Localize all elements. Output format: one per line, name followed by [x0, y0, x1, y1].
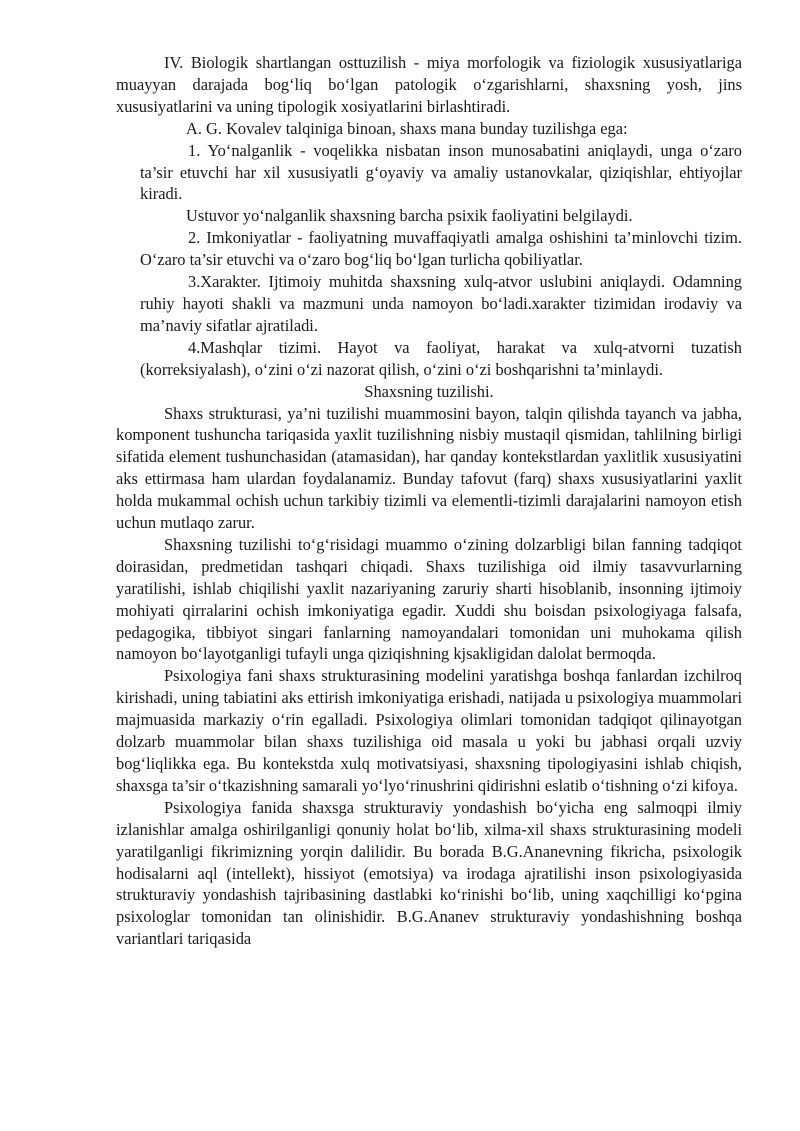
paragraph-structure-problem: Shaxsning tuzilishi to‘g‘risidagi muammo o‘zining dolzarbligi bilan fanning tadqiqot doirasidan, predmetidan tashqari chiqadi. Shaxs tuzilishiga oid ilmiy tasavvurlarning yaratilishi, ishlab chiqilishi yaxlit nazariyaning zaruriy sharti hisoblanib, insonning ijtimoiy mohiyati qirralarini ochish imkoniyatiga egadir. Xuddi shu boisdan psixologiyaga falsafa, pedagogika, tibbiyot singari fanlarning namoyandalari tomonidan uni muhokama qilish namoyon bo‘layotganligi tufayli unga qiziqishning kjsakligidan dalolat bermoqda.	[116, 534, 742, 664]
list-item-character: 3.Xarakter. Ijtimoiy muhitda shaxsning xulq-atvor uslubini aniqlaydi. Odamning ruhiy hayoti shakli va mazmuni unda namoyon bo‘ladi.xarakter tizimidan irodaviy va ma’naviy sifatlar ajratiladi.	[140, 272, 742, 335]
list-item-capabilities: 2. Imkoniyatlar - faoliyatning muvaffaqiyatli amalga oshishini ta’minlovchi tizim. O‘zaro ta’sir etuvchi va o‘zaro bog‘liq bo‘lgan turlicha qobiliyatlar.	[140, 228, 742, 270]
document-page	[116, 52, 742, 950]
paragraph-structural-approach: Psixologiya fanida shaxsga strukturaviy yondashish bo‘yicha eng salmoqpi ilmiy izlanishlar amalga oshirilganligi qonuniy holat bo‘lib, xilma-xil shaxs strukturasining modeli yaratilganligi fikrimizning yorqin dalilidir. Bu borada B.G.Ananevning fikricha, psixologik hodisalarni aql (intellekt), hissiyot (emotsiya) va irodaga ajratilishi inson psixologiyasida strukturaviy yondashish tajribasining dastlabki ko‘rinishi bo‘lib, uning xaqchilligi ko‘pgina psixologlar tomonidan tan olinishidir. B.G.Ananev strukturaviy yondashishning boshqa variantlari tariqasida	[116, 797, 742, 949]
paragraph-personality-structure: Shaxs strukturasi, ya’ni tuzilishi muammosini bayon, talqin qilishda tayanch va jabha, komponent tushuncha tariqasida yaxlit tuzilishning nisbiy mustaqil qismidan, tahlilning birligi sifatida element tushunchasidan (atamasidan), har qanday kontekstlardan yaxlitlik xususiyatini aks ettirmasa ham ulardan foydalanamiz. Bunday tafovut (farq) shaxs xususiyatlarini yaxlit holda mukammal ochish uchun tarkibiy tizimli va elementli-tizimli darajalarini namoyon etish uchun mutlaqo zarur.	[116, 403, 742, 533]
paragraph-psychology-model: Psixologiya fani shaxs strukturasining modelini yaratishga boshqa fanlardan izchilroq kirishadi, uning tabiatini aks ettirish imkoniyatiga erishadi, natijada u psixologiya muammolari majmuasida markaziy o‘rin egalladi. Psixologiya olimlari tomonidan tadqiqot qilinayotgan dolzarb muammolar bilan shaxs tuzilishiga oid masala u yoki bu jabhasi orqali uzviy bog‘liqlikka ega. Bu kontekstda xulq motivatsiyasi, shaxsning tipologiyasini ishlab chiqish, shaxsga ta’sir o‘tkazishning samarali yo‘lyo‘rinushrini qidirishni eslatib o‘tishning o‘zi kifoya.	[116, 666, 742, 795]
list-item-orientation: 1. Yo‘nalganlik - voqelikka nisbatan inson munosabatini aniqlaydi, unga o‘zaro ta’sir etuvchi har xil xususiyatli g‘oyaviy va amaliy ustanovkalar, qiziqishlar, ehtiyojlar kiradi.	[140, 140, 742, 204]
paragraph-priority-orientation: Ustuvor yo‘nalganlik shaxsning barcha psixik faoliyatini belgilaydi.	[186, 206, 633, 226]
list-item-exercise-system: 4.Mashqlar tizimi. Hayot va faoliyat, harakat va xulq-atvorni tuzatish (korreksiyalash), o‘zini o‘zi nazorat qilish, o‘zini o‘zi boshqarishni ta’minlaydi.	[140, 337, 742, 379]
paragraph-biological-substructure: IV. Biologik shartlangan osttuzilish - miya morfologik va fiziologik xususiyatlariga muayyan darajada bog‘liq bo‘lgan patologik o‘zgarishlarni, shaxsning yosh, jins xususiyatlarini va uning tipologik xosiyatlarini birlashtiradi.	[116, 53, 742, 116]
paragraph-kovalev-intro: A. G. Kovalev talqiniga binoan, shaxs mana bunday tuzilishga ega:	[186, 118, 628, 138]
section-heading: Shaxsning tuzilishi.	[364, 381, 494, 401]
